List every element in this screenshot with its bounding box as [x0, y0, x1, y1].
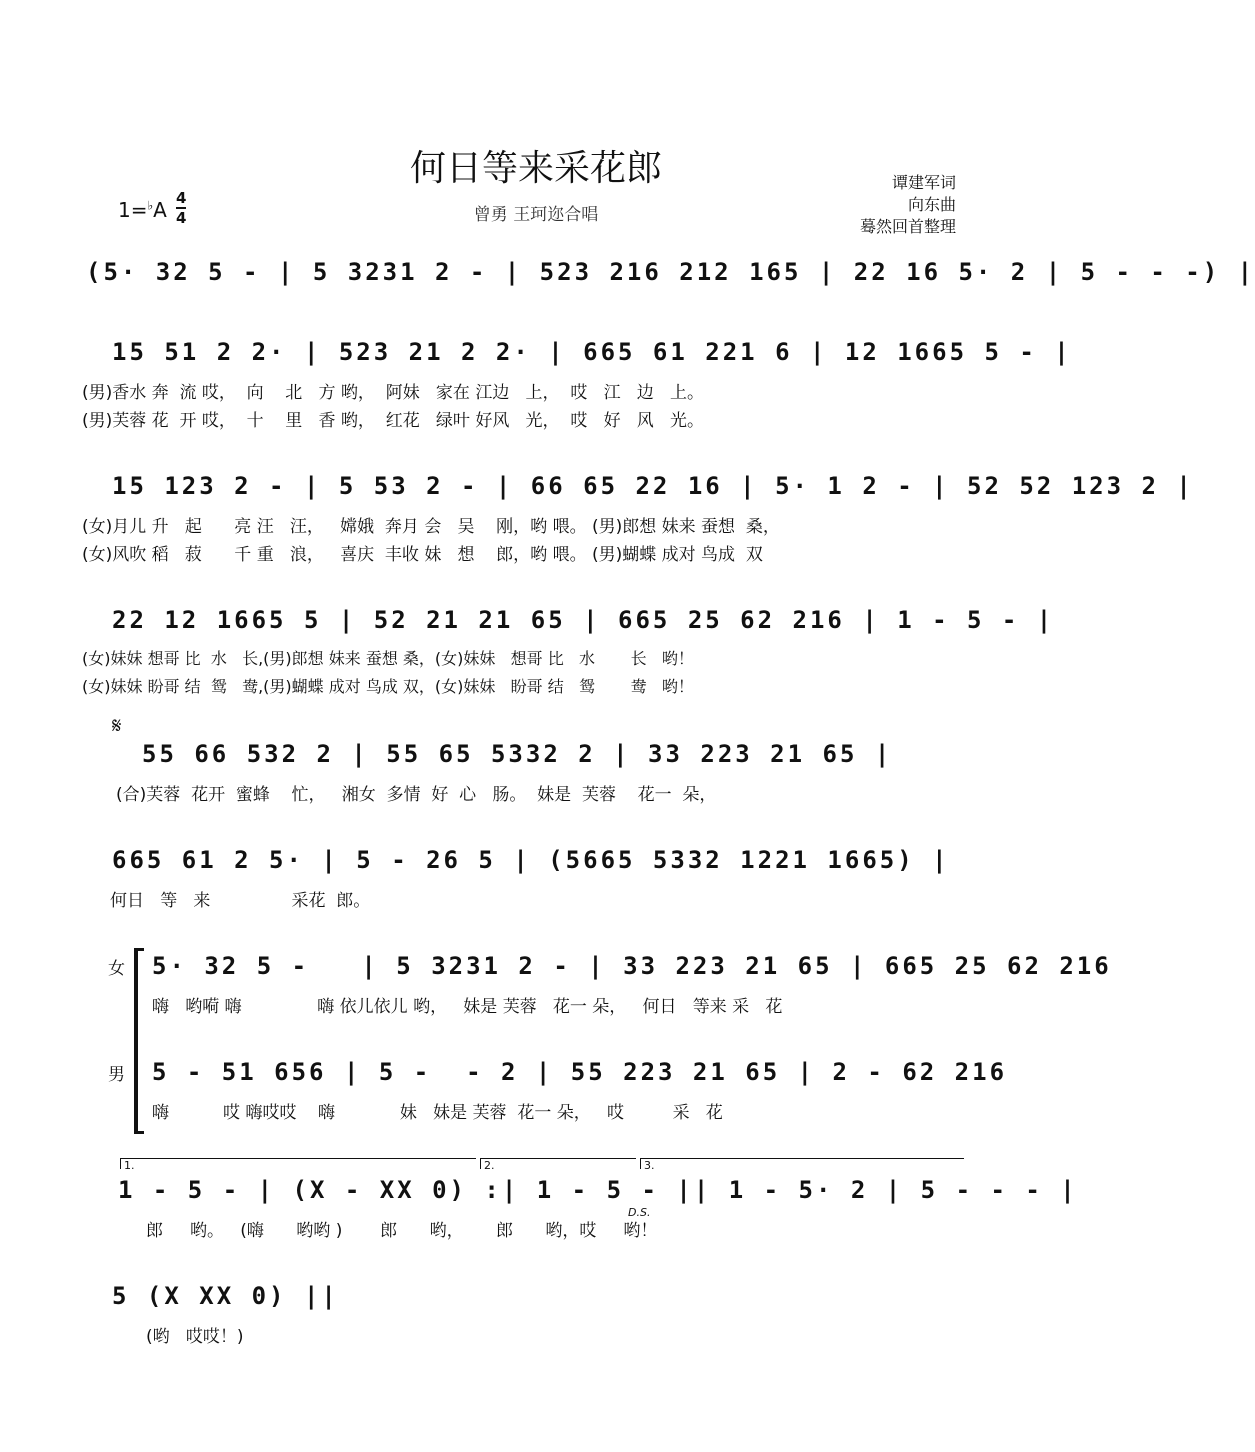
lyric-line: 郎 哟。 (嗨 哟哟 ) 郎 哟， 郎 哟，哎 哟！ [146, 1221, 658, 1241]
notation-line: 1 - 5 - | (X - XX 0) :| 1 - 5 - || 1 - 5· 2 | 5 - - - | [118, 1176, 1078, 1204]
composer: 向东曲 [907, 195, 956, 214]
notation-line: 5· 32 5 - | 5 3231 2 - | 33 223 21 65 | 665 25 62 216 [152, 952, 1112, 980]
segno-sign: 𝄋 [112, 714, 122, 739]
male-voice-label: 男 [108, 1065, 125, 1085]
singers: 曾勇 王珂迩合唱 [473, 205, 599, 225]
notation-line: (5· 32 5 - | 5 3231 2 - | 523 216 212 165 | 22 16 5· 2 | 5 - - -) | [86, 258, 1255, 286]
volta-1: 1. [120, 1158, 476, 1169]
key-signature: 1=♭A [118, 198, 167, 222]
time-signature: 4 4 [176, 189, 187, 227]
lyric-line: 何日 等 来 采花 郎。 [110, 891, 371, 911]
lyric-line: (女)月儿 升 起 亮 汪 汪， 嫦娥 奔月 会 吴 刚，哟 喂。 (男)郎想 妹来 蚕想 桑， [82, 517, 780, 537]
lyric-line: (男)芙蓉 花 开 哎， 十 里 香 哟， 红花 绿叶 好风 光， 哎 好 风 光。 [82, 411, 704, 431]
arranger: 蓦然回首整理 [859, 217, 956, 236]
volta-3: 3. [640, 1158, 964, 1169]
lyric-line: (哟 哎哎！) [146, 1327, 244, 1347]
notation-line: 5 - 51 656 | 5 - - 2 | 55 223 21 65 | 2 - 62 216 [152, 1058, 1008, 1086]
notation-line: 15 123 2 - | 5 53 2 - | 66 65 22 16 | 5· 1 2 - | 52 52 123 2 | [112, 472, 1194, 500]
lyric-line: (女)妹妹 盼哥 结 鸳 鸯,(男)蝴蝶 成对 鸟成 双，(女)妹妹 盼哥 结 鸳 鸯 哟！ [82, 677, 694, 696]
song-title: 何日等来采花郎 [409, 148, 662, 189]
lyricist: 谭建军词 [891, 173, 956, 192]
notation-line: 22 12 1665 5 | 52 21 21 65 | 665 25 62 216 | 1 - 5 - | [112, 606, 1055, 634]
credits [860, 172, 956, 238]
volta-2: 2. [480, 1158, 636, 1169]
lyric-line: (女)妹妹 想哥 比 水 长,(男)郎想 妹来 蚕想 桑，(女)妹妹 想哥 比 水 长 哟！ [82, 649, 694, 668]
lyric-line: 嗨 哟嗬 嗨 嗨 依儿依儿 哟， 妹是 芙蓉 花一 朵， 何日 等来 采 花 [152, 997, 783, 1017]
notation-line: 5 (X XX 0) || [112, 1282, 339, 1310]
lyric-line: (合)芙蓉 花开 蜜蜂 忙， 湘女 多情 好 心 肠。 妹是 芙蓉 花一 朵， [116, 785, 717, 805]
notation-line: 665 61 2 5· | 5 - 26 5 | (5665 5332 1221 1665) | [112, 846, 950, 874]
lyric-line: (男)香水 奔 流 哎， 向 北 方 哟， 阿妹 家在 江边 上， 哎 江 边 上。 [82, 383, 704, 403]
female-voice-label: 女 [108, 959, 125, 979]
ds-mark: D.S. [628, 1206, 651, 1219]
lyric-line: 嗨 哎 嗨哎哎 嗨 妹 妹是 芙蓉 花一 朵， 哎 采 花 [152, 1103, 723, 1123]
notation-line: 55 66 532 2 | 55 65 5332 2 | 33 223 21 65 | [142, 740, 893, 768]
lyric-line: (女)风吹 稻 菽 千 重 浪， 喜庆 丰收 妹 想 郎，哟 喂。 (男)蝴蝶 成对 鸟成 双 [82, 545, 763, 565]
system-bracket [134, 948, 144, 1134]
notation-line: 15 51 2 2· | 523 21 2 2· | 665 61 221 6 | 12 1665 5 - | [112, 338, 1072, 366]
